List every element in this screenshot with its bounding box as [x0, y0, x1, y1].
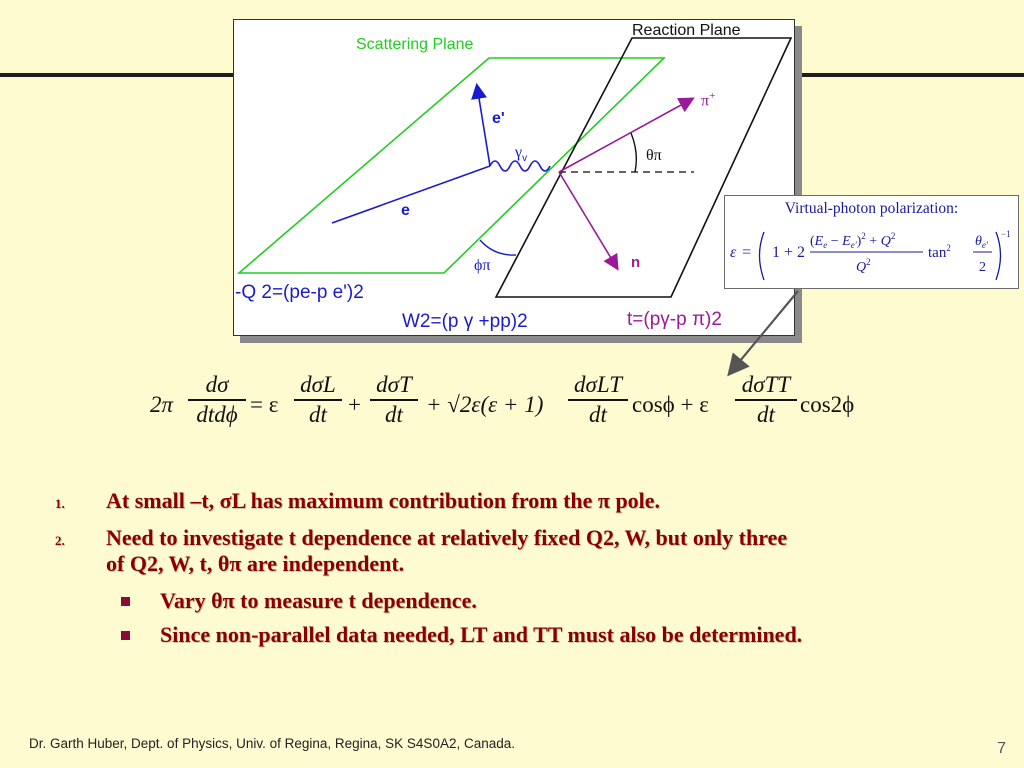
n-label: n	[631, 254, 641, 271]
sub1-bullet	[121, 597, 130, 606]
svg-text:=: =	[742, 244, 752, 261]
eq-cos2phi: cos2ϕ	[800, 392, 855, 417]
reaction-plane-label: Reaction Plane	[632, 22, 741, 39]
eq-sqrt-term: + √2ε(ε + 1)	[426, 392, 544, 417]
pi-plus-label: π+	[701, 90, 716, 110]
svg-text:Q2: $Q^2$	[856, 257, 871, 275]
svg-text:1 + 2: 1 + 2	[772, 244, 806, 261]
theta-pi-label: θπ	[646, 147, 662, 164]
svg-text:ε: ε	[730, 244, 737, 261]
w2-definition: W2=(p γ +pp)2	[402, 311, 528, 332]
eq-lt-fraction: dσLT dt	[568, 372, 628, 428]
eq-l-fraction: dσL dt	[294, 372, 342, 428]
page-number: 7	[997, 740, 1006, 757]
neutron-line	[559, 172, 617, 268]
item2-number: 2.	[55, 533, 65, 548]
sub2-text: Since non-parallel data needed, LT and TT must also be determined.	[160, 622, 803, 647]
eq-cosphi: cosϕ + ε	[632, 392, 709, 417]
gamma-v-label: $\gamma_v$	[515, 144, 528, 165]
sub2-bullet	[121, 631, 130, 640]
polarization-formula	[728, 226, 1016, 286]
eq-lhs-fraction: dσ dtdϕ	[188, 372, 246, 428]
svg-text:θe': $\theta_{e'}$	[975, 234, 988, 250]
eq-t-fraction: dσT dt	[370, 372, 418, 428]
svg-text:2: 2	[979, 260, 986, 275]
eq-plus-1: +	[348, 392, 361, 417]
polarization-box	[724, 195, 1019, 289]
eq-prefix: 2π	[150, 392, 174, 417]
item1-text: At small –t, σL has maximum contribution from the π pole.	[106, 488, 661, 513]
polarization-title: Virtual-photon polarization:	[784, 200, 959, 217]
scattering-plane-label: Scattering Plane	[356, 36, 474, 53]
item2-line2: of Q2, W, t, θπ are independent.	[106, 551, 405, 576]
footer-credit: Dr. Garth Huber, Dept. of Physics, Univ. of Regina, Regina, SK S4S0A2, Canada.	[29, 736, 515, 751]
scattered-electron-line	[477, 86, 490, 166]
phi-pi-label: ϕπ	[474, 257, 491, 274]
pointer-arrow	[720, 285, 810, 385]
kinematics-diagram	[233, 19, 795, 336]
sub1-text: Vary θπ to measure t dependence.	[160, 588, 477, 613]
item1-number: 1.	[55, 496, 65, 511]
pion-line	[559, 99, 692, 172]
svg-text:tan2: $\tan^2$	[928, 243, 951, 261]
e-prime-label: e'	[492, 110, 505, 127]
theta-arc	[631, 133, 636, 172]
eq-tt-fraction: dσTT dt	[735, 372, 797, 428]
t-definition: t=(pγ-p π)2	[627, 309, 722, 330]
item2-line1: Need to investigate t dependence at relatively fixed Q2, W, but only three	[106, 525, 788, 550]
cross-section-equation	[150, 372, 880, 442]
e-label: e	[401, 202, 410, 219]
q2-definition: -Q 2=(pe-p e')2	[235, 282, 364, 303]
svg-text:−1: −1	[1001, 229, 1011, 239]
electron-line	[332, 166, 490, 223]
svg-text:(Ee − Ee')2 + Q2: $(E_e - E_{e'})^2 + Q^2$	[810, 231, 896, 250]
eq-equals: = ε	[250, 392, 279, 417]
phi-arc	[480, 240, 516, 255]
